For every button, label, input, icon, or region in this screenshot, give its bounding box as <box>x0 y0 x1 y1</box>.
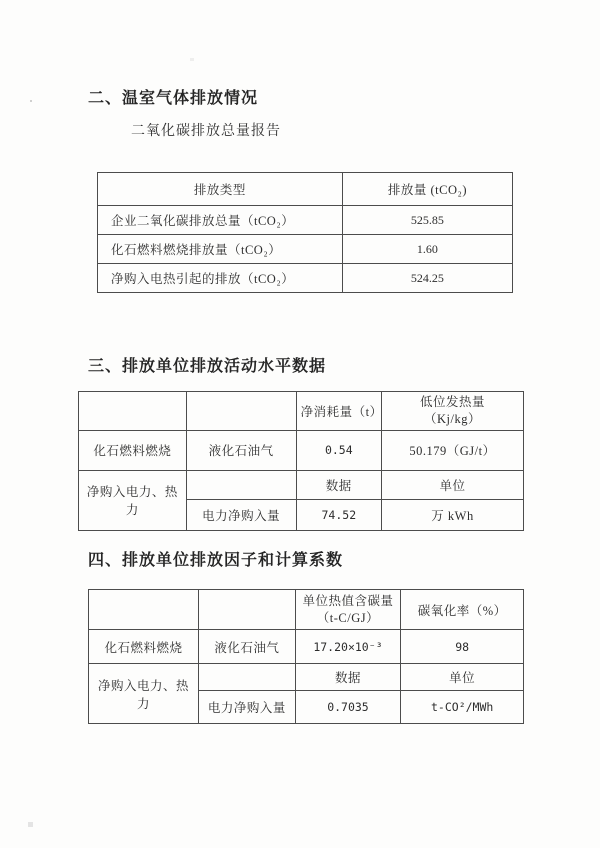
fuel-item-lpg: 液化石油气 <box>199 630 296 664</box>
column-header-emission-type: 排放类型 <box>98 173 343 206</box>
section-heading-emission-factors: 四、排放单位排放因子和计算系数 <box>88 552 344 569</box>
category-fossil-fuel: 化石燃料燃烧 <box>79 430 187 470</box>
table-row <box>98 264 513 293</box>
subheader-data: 数据 <box>295 664 401 691</box>
subheader-data: 数据 <box>296 470 381 499</box>
empty-header-cell <box>89 590 199 630</box>
column-header-oxidation-rate: 碳氧化率（%） <box>401 590 524 630</box>
lpg-oxidation-rate-value: 98 <box>401 630 524 664</box>
row-value-enterprise-total: 525.85 <box>342 206 512 235</box>
section-heading-activity-data: 三、排放单位排放活动水平数据 <box>88 358 327 375</box>
table-row <box>98 206 513 235</box>
empty-header-cell <box>79 392 187 431</box>
table-row <box>79 470 524 499</box>
co2-emissions-total-table <box>97 172 513 293</box>
row-value-fossil-fuel: 1.60 <box>342 235 512 264</box>
fuel-item-lpg: 液化石油气 <box>186 430 296 470</box>
section-heading-ghg-emissions: 二、温室气体排放情况 <box>88 90 259 107</box>
column-header-net-consumption: 净消耗量（t） <box>296 392 381 431</box>
emission-factors-table <box>88 589 524 724</box>
empty-header-cell <box>199 590 296 630</box>
net-purchased-electricity-value: 74.52 <box>296 499 381 530</box>
lpg-heat-value: 50.179（GJ/t） <box>382 430 524 470</box>
row-label-net-purchased-electricity: 电力净购入量 <box>186 499 296 530</box>
row-label-enterprise-total: 企业二氧化碳排放总量（tCO₂） <box>98 206 343 235</box>
column-header-emission-amount: 排放量 (tCO₂) <box>342 173 512 206</box>
electricity-emission-factor-unit: t-CO²/MWh <box>401 691 524 724</box>
row-value-purchased-electricity-heat: 524.25 <box>342 264 512 293</box>
scan-speck <box>190 58 194 61</box>
lpg-carbon-content-value: 17.20×10⁻³ <box>295 630 401 664</box>
category-purchased-power-heat: 净购入电力、热力 <box>79 470 187 530</box>
empty-cell <box>199 664 296 691</box>
co2-report-subtitle: 二氧化碳排放总量报告 <box>131 124 281 139</box>
table-header-row <box>98 173 513 206</box>
table-row <box>79 430 524 470</box>
row-label-purchased-electricity-heat: 净购入电热引起的排放（tCO₂） <box>98 264 343 293</box>
column-header-low-heat-value: 低位发热量 （Kj/kg） <box>382 392 524 431</box>
category-fossil-fuel: 化石燃料燃烧 <box>89 630 199 664</box>
lpg-consumption-value: 0.54 <box>296 430 381 470</box>
subheader-unit: 单位 <box>382 470 524 499</box>
activity-level-data-table <box>78 391 524 531</box>
category-purchased-power-heat: 净购入电力、热力 <box>89 664 199 724</box>
scan-speck <box>28 822 33 827</box>
table-row <box>89 630 524 664</box>
table-header-row <box>79 392 524 431</box>
row-label-fossil-fuel: 化石燃料燃烧排放量（tCO₂） <box>98 235 343 264</box>
table-row <box>89 664 524 691</box>
scan-speck <box>30 100 32 102</box>
table-row <box>98 235 513 264</box>
subheader-unit: 单位 <box>401 664 524 691</box>
column-header-carbon-content: 单位热值含碳量 （t-C/GJ） <box>295 590 401 630</box>
electricity-emission-factor-value: 0.7035 <box>295 691 401 724</box>
row-label-net-purchased-electricity: 电力净购入量 <box>199 691 296 724</box>
empty-header-cell <box>186 392 296 431</box>
net-purchased-electricity-unit: 万 kWh <box>382 499 524 530</box>
table-header-row <box>89 590 524 630</box>
empty-cell <box>186 470 296 499</box>
